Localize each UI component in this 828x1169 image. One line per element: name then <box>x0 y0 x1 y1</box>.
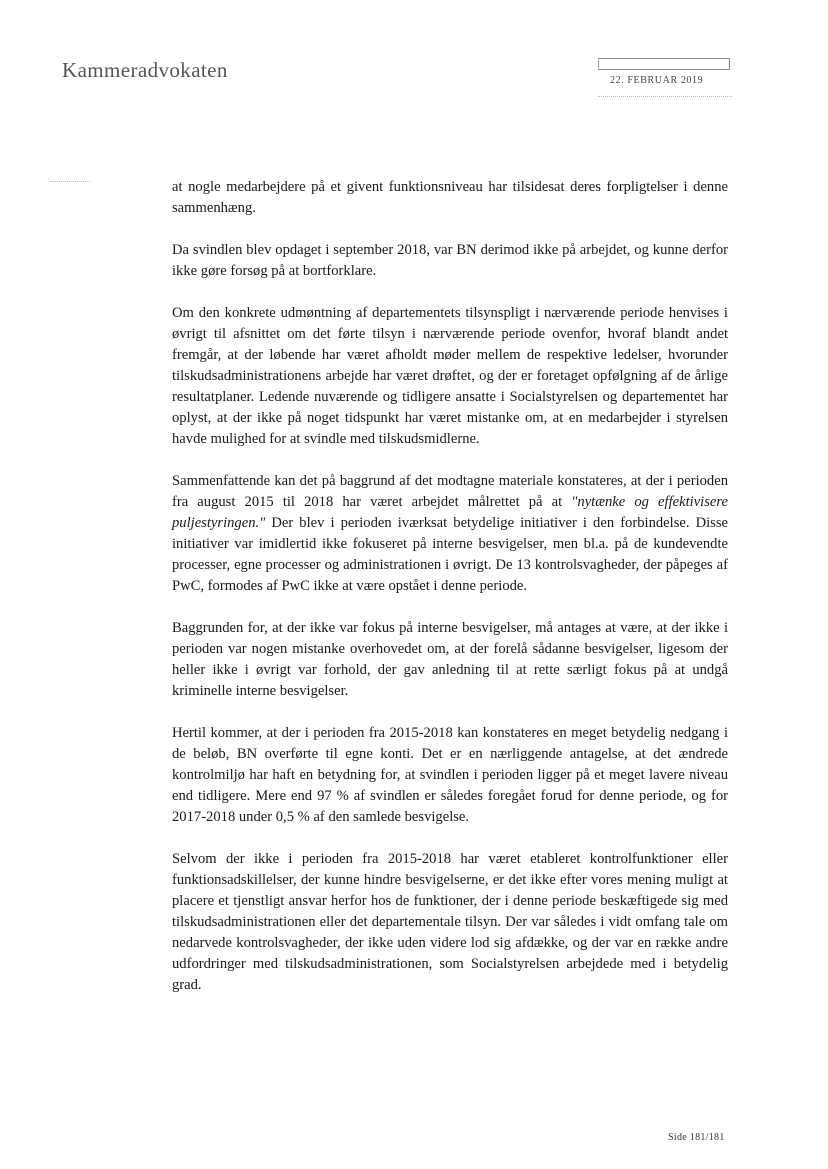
paragraph-7: Selvom der ikke i perioden fra 2015-2018 har været etableret kontrolfunktioner eller funktionsadskillelser, der kunne hindre besvigelserne, er det ikke efter vores mening muligt at placere et tjenstligt ansvar herfor hos de funktioner, der i denne periode beskæftigede sig med tilskudsadministrationen eller det departementale tilsyn. Der var således i vidt omfang tale om nedarvede kontrolsvagheder, der ikke uden videre lod sig afdække, og der var en række andre udfordringer med tilskudsadministrationen, som Socialstyrelsen arbejdede med i betydelig grad. <box>172 851 728 993</box>
paragraph-4 <box>172 471 728 597</box>
date-stamp-box <box>598 58 730 70</box>
paragraph-3: Om den konkrete udmøntning af departementets tilsynspligt i nærværende periode henvises i øvrigt til afsnittet om det førte tilsyn i nærværende periode ovenfor, hvoraf blandt andet fremgår, at der løbende har været afholdt møder mellem de respektive ledelser, hvorunder tilskudsadministrationens arbejde har været drøftet, og der er foretaget opfølgning af de årlige resultatplaner. Ledende nuværende og tidligere ansatte i Socialstyrelsen og departementet har oplyst, at der ikke på noget tidspunkt har været mistanke om, at en medarbejder i styrelsen havde mulighed for at svindle med tilskudsmidlerne. <box>172 305 728 447</box>
margin-mark <box>50 181 90 182</box>
brand-logo-text: Kammeradvokaten <box>62 58 228 82</box>
header-divider <box>598 96 732 97</box>
paragraph-2: Da svindlen blev opdaget i september 2018, var BN derimod ikke på arbejdet, og kunne derfor ikke gøre forsøg på at bortforklare. <box>172 242 728 279</box>
paragraph-6: Hertil kommer, at der i perioden fra 2015-2018 kan konstateres en meget betydelig nedgang i de beløb, BN overførte til egne konti. Det er en nærliggende antagelse, at det ændrede kontrolmiljø har haft en betydning for, at svindlen i perioden ligger på et meget lavere niveau end tidligere. Mere end 97 % af svindlen er således foregået forud for denne periode, og for 2017-2018 under 0,5 % af den samlede besvigelse. <box>172 725 728 825</box>
paragraph-4-lead: Sammenfattende kan det på baggrund af det modtagne materiale konstateres, at der i perioden fra august 2015 til 2018 har været arbejdet målrettet på at <box>172 473 728 510</box>
paragraph-4-quote: "nytænke og effektivisere puljestyringen." <box>172 494 728 531</box>
paragraph-1: at nogle medarbejdere på et givent funktionsniveau har tilsidesat deres forpligtelser i denne sammenhæng. <box>172 179 728 216</box>
document-date: 22. FEBRUAR 2019 <box>610 75 704 86</box>
body-text <box>172 177 728 996</box>
paragraph-4-tail: Der blev i perioden iværksat betydelige initiativer i den forbindelse. Disse initiativer var imidlertid ikke fokuseret på interne besvigelser, men bl.a. på de kundevendte processer, egne processer og administrationen i øvrigt. De 13 kontrolsvagheder, der påpeges af PwC, formodes af PwC ikke at være opstået i denne periode. <box>172 515 728 594</box>
paragraph-5: Baggrunden for, at der ikke var fokus på interne besvigelser, må antages at være, at der ikke i perioden var nogen mistanke overhovedet om, at der forelå sådanne besvigelser, ligesom der heller ikke i øvrigt var forhold, der gav anledning til at rette særligt fokus på at undgå kriminelle interne besvigelser. <box>172 620 728 699</box>
page-number: Side 181/181 <box>668 1132 725 1143</box>
